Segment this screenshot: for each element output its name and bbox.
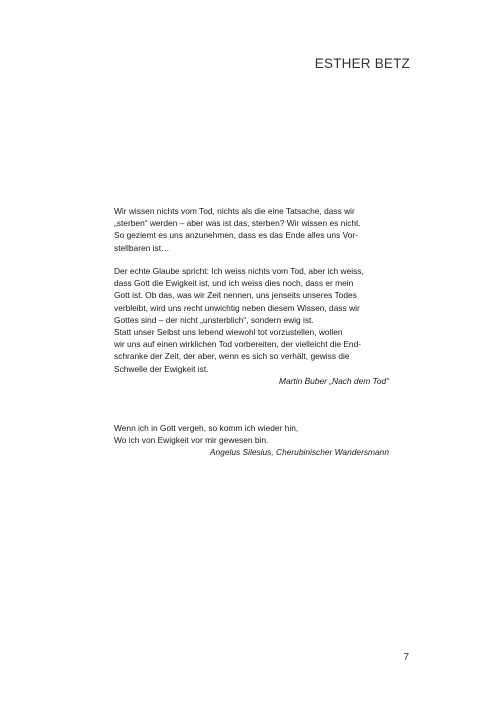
quote-attribution-silesius: Angelus Silesius, Cherubinischer Wandersmann: [209, 447, 389, 458]
text-line: schranke der Zeit, der aber, wenn es sich so verhält, gewiss die: [114, 351, 350, 362]
text-line: Wir wissen nichts vom Tod, nichts als die eine Tatsache, dass wir: [114, 206, 355, 216]
verse-line: Wenn ich in Gott vergeh, so komm ich wieder hin,: [114, 423, 299, 433]
text-line: Statt unser Selbst uns lebend wiewohl tot vorzustellen, wollen: [114, 327, 343, 338]
text-line: stellbaren ist…: [114, 242, 170, 253]
text-line: So geziemt es uns anzunehmen, dass es das Ende alles uns Vor-: [114, 230, 358, 241]
text-line: Gottes sind – der nicht „unsterblich“, sondern ewig ist.: [114, 314, 314, 325]
text-line: Der echte Glaube spricht: Ich weiss nichts vom Tod, aber ich weiss,: [114, 266, 364, 276]
text-line: dass Gott die Ewigkeit ist, und ich weiss dies noch, dass er mein: [114, 278, 354, 289]
text-line: Gott ist. Ob das, was wir Zeit nennen, uns jenseits unseres Todes: [114, 290, 357, 301]
passage-silesius-verse: [114, 422, 394, 459]
text-line: „sterben“ werden – aber was ist das, sterben? Wir wissen es nicht.: [114, 218, 361, 229]
text-line: verbleibt, wird uns recht unwichtig neben diesem Wissen, dass wir: [114, 302, 360, 313]
quote-attribution-buber: Martin Buber „Nach dem Tod“: [278, 375, 389, 386]
page-number: 7: [403, 652, 409, 663]
text-line: wir uns auf einen wirklichen Tod vorbereiten, der vielleicht die End-: [114, 339, 362, 350]
text-line: Schwelle der Ewigkeit ist.: [114, 363, 209, 374]
verse-line: Wo ich von Ewigkeit vor mir gewesen bin.: [114, 435, 269, 446]
passage-true-faith: [114, 265, 394, 387]
author-name: ESTHER BETZ: [314, 56, 410, 71]
passage-unknowable-death: [114, 205, 394, 254]
